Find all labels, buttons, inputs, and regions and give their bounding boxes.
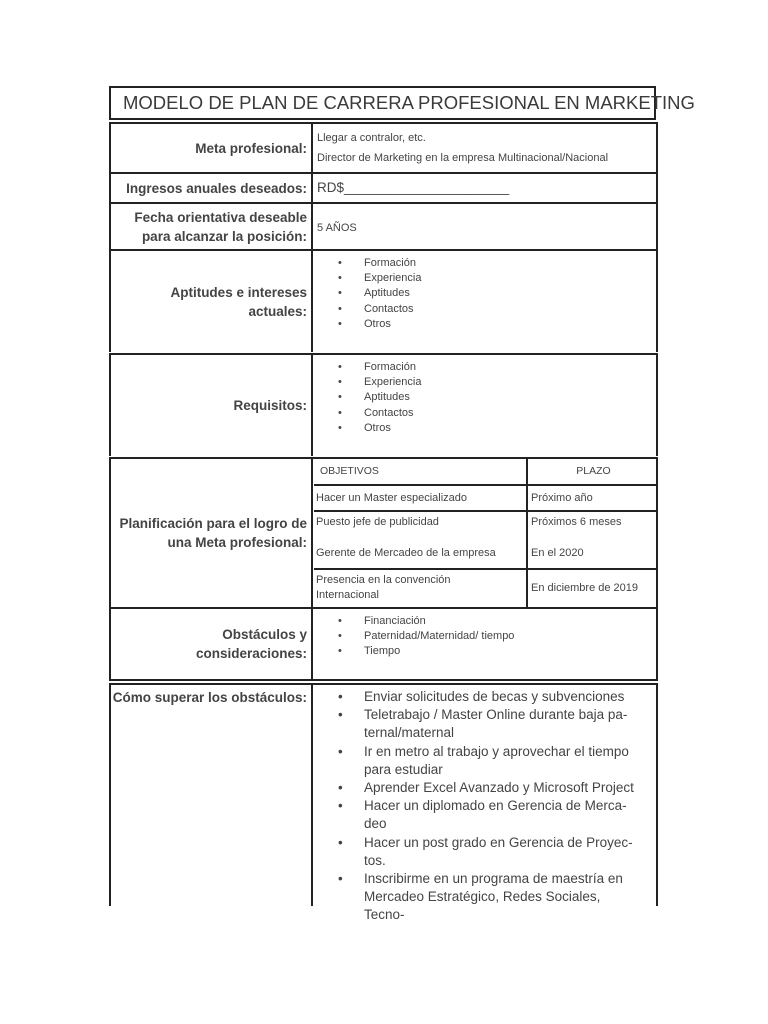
table-row bbox=[314, 570, 656, 609]
list-item: • Contactos bbox=[338, 406, 421, 421]
meta-line-1: Llegar a contralor, etc. bbox=[317, 132, 426, 144]
label-aptitudes-line-1: Aptitudes e intereses bbox=[170, 284, 307, 300]
cell-plazo bbox=[529, 512, 656, 568]
list-item: • Otros bbox=[338, 317, 421, 332]
ingresos-amount: RD$______________________ bbox=[317, 180, 510, 195]
list-item: • Enviar solicitudes de becas y subvenciones bbox=[338, 688, 638, 706]
list-item: • Formación bbox=[338, 360, 421, 375]
career-plan-document bbox=[109, 86, 695, 923]
obstaculos-list bbox=[338, 614, 514, 660]
row-ingresos bbox=[109, 172, 658, 202]
row-superar bbox=[109, 683, 658, 923]
list-item: • Teletrabajo / Master Online durante baja pa- ternal/maternal bbox=[338, 706, 638, 742]
list-item: • Hacer un diplomado en Gerencia de Merca- deo bbox=[338, 797, 638, 833]
value-meta-profesional bbox=[314, 124, 656, 172]
label-superar: Cómo superar los obstáculos: bbox=[111, 685, 313, 906]
label-ingresos: Ingresos anuales deseados: bbox=[111, 174, 313, 202]
list-item: • Experiencia bbox=[338, 271, 421, 286]
cell-plazo: Próximo año bbox=[531, 492, 593, 504]
value-ingresos bbox=[314, 174, 656, 202]
list-item: • Hacer un post grado en Gerencia de Proyec- tos. bbox=[338, 834, 638, 870]
row-requisitos bbox=[109, 353, 658, 456]
value-fecha bbox=[314, 204, 656, 249]
header-plazo: PLAZO bbox=[576, 465, 611, 477]
row-fecha bbox=[109, 202, 658, 249]
cell-objetivo-text-2: Gerente de Mercadeo de la empresa bbox=[316, 547, 496, 559]
row-meta-profesional bbox=[109, 122, 658, 172]
cell-objetivo-line-1: Presencia en la convención bbox=[316, 574, 451, 586]
superar-list bbox=[338, 688, 638, 925]
label-planificacion-line-2: una Meta profesional: bbox=[167, 535, 307, 550]
fecha-value: 5 AÑOS bbox=[317, 222, 357, 234]
cell-objetivo-line-2: Internacional bbox=[316, 589, 379, 601]
list-item: • Inscribirme en un programa de maestría en Mercadeo Estratégico, Redes Sociales, Tecno- bbox=[338, 870, 638, 925]
label-aptitudes-line-2: actuales: bbox=[248, 303, 307, 319]
aptitudes-list bbox=[338, 256, 421, 332]
label-obstaculos: Obstáculos y consideraciones: bbox=[111, 609, 313, 679]
row-planificacion bbox=[109, 457, 658, 607]
label-meta-profesional: Meta profesional: bbox=[111, 124, 313, 172]
list-item: • Formación bbox=[338, 256, 421, 271]
table-row bbox=[314, 512, 656, 570]
value-aptitudes bbox=[314, 251, 656, 352]
cell-plazo-text-2: En el 2020 bbox=[531, 547, 584, 559]
cell-objetivo bbox=[314, 570, 528, 609]
document-title: MODELO DE PLAN DE CARRERA PROFESIONAL EN MARKETING bbox=[109, 86, 656, 120]
header-objetivos: OBJETIVOS bbox=[314, 459, 528, 484]
requisitos-list bbox=[338, 360, 421, 436]
list-item: • Aptitudes bbox=[338, 286, 421, 301]
planificacion-table bbox=[314, 459, 656, 607]
label-aptitudes bbox=[111, 251, 313, 352]
label-fecha bbox=[111, 204, 313, 249]
meta-line-2: Director de Marketing en la empresa Multinacional/Nacional bbox=[317, 152, 609, 164]
cell-objetivo: Hacer un Master especializado bbox=[314, 486, 528, 510]
table-header-row bbox=[314, 459, 656, 486]
list-item: • Contactos bbox=[338, 302, 421, 317]
table-row bbox=[314, 486, 656, 512]
label-fecha-line-1: Fecha orientativa deseable bbox=[134, 209, 307, 225]
row-aptitudes bbox=[109, 249, 658, 352]
label-planificacion bbox=[111, 459, 313, 607]
value-obstaculos bbox=[314, 609, 656, 679]
list-item: • Experiencia bbox=[338, 375, 421, 390]
label-fecha-line-2: para alcanzar la posición: bbox=[141, 228, 307, 244]
cell-objetivo-text-1: Puesto jefe de publicidad bbox=[316, 516, 439, 528]
cell-plazo: En diciembre de 2019 bbox=[531, 582, 639, 594]
list-item: • Paternidad/Maternidad/ tiempo bbox=[338, 629, 514, 644]
cell-objetivo bbox=[314, 512, 528, 568]
list-item: • Aptitudes bbox=[338, 390, 421, 405]
value-superar bbox=[314, 685, 656, 923]
list-item: • Aprender Excel Avanzado y Microsoft Project bbox=[338, 779, 638, 797]
value-requisitos bbox=[314, 355, 656, 456]
list-item: • Tiempo bbox=[338, 644, 514, 659]
row-obstaculos bbox=[109, 607, 658, 681]
label-planificacion-line-1: Planificación para el logro de bbox=[119, 516, 307, 531]
list-item: • Financiación bbox=[338, 614, 514, 629]
list-item: • Otros bbox=[338, 421, 421, 436]
cell-plazo-text-1: Próximos 6 meses bbox=[531, 516, 622, 528]
list-item: • Ir en metro al trabajo y aprovechar el tiempo para estudiar bbox=[338, 743, 638, 779]
label-requisitos: Requisitos: bbox=[111, 355, 313, 456]
